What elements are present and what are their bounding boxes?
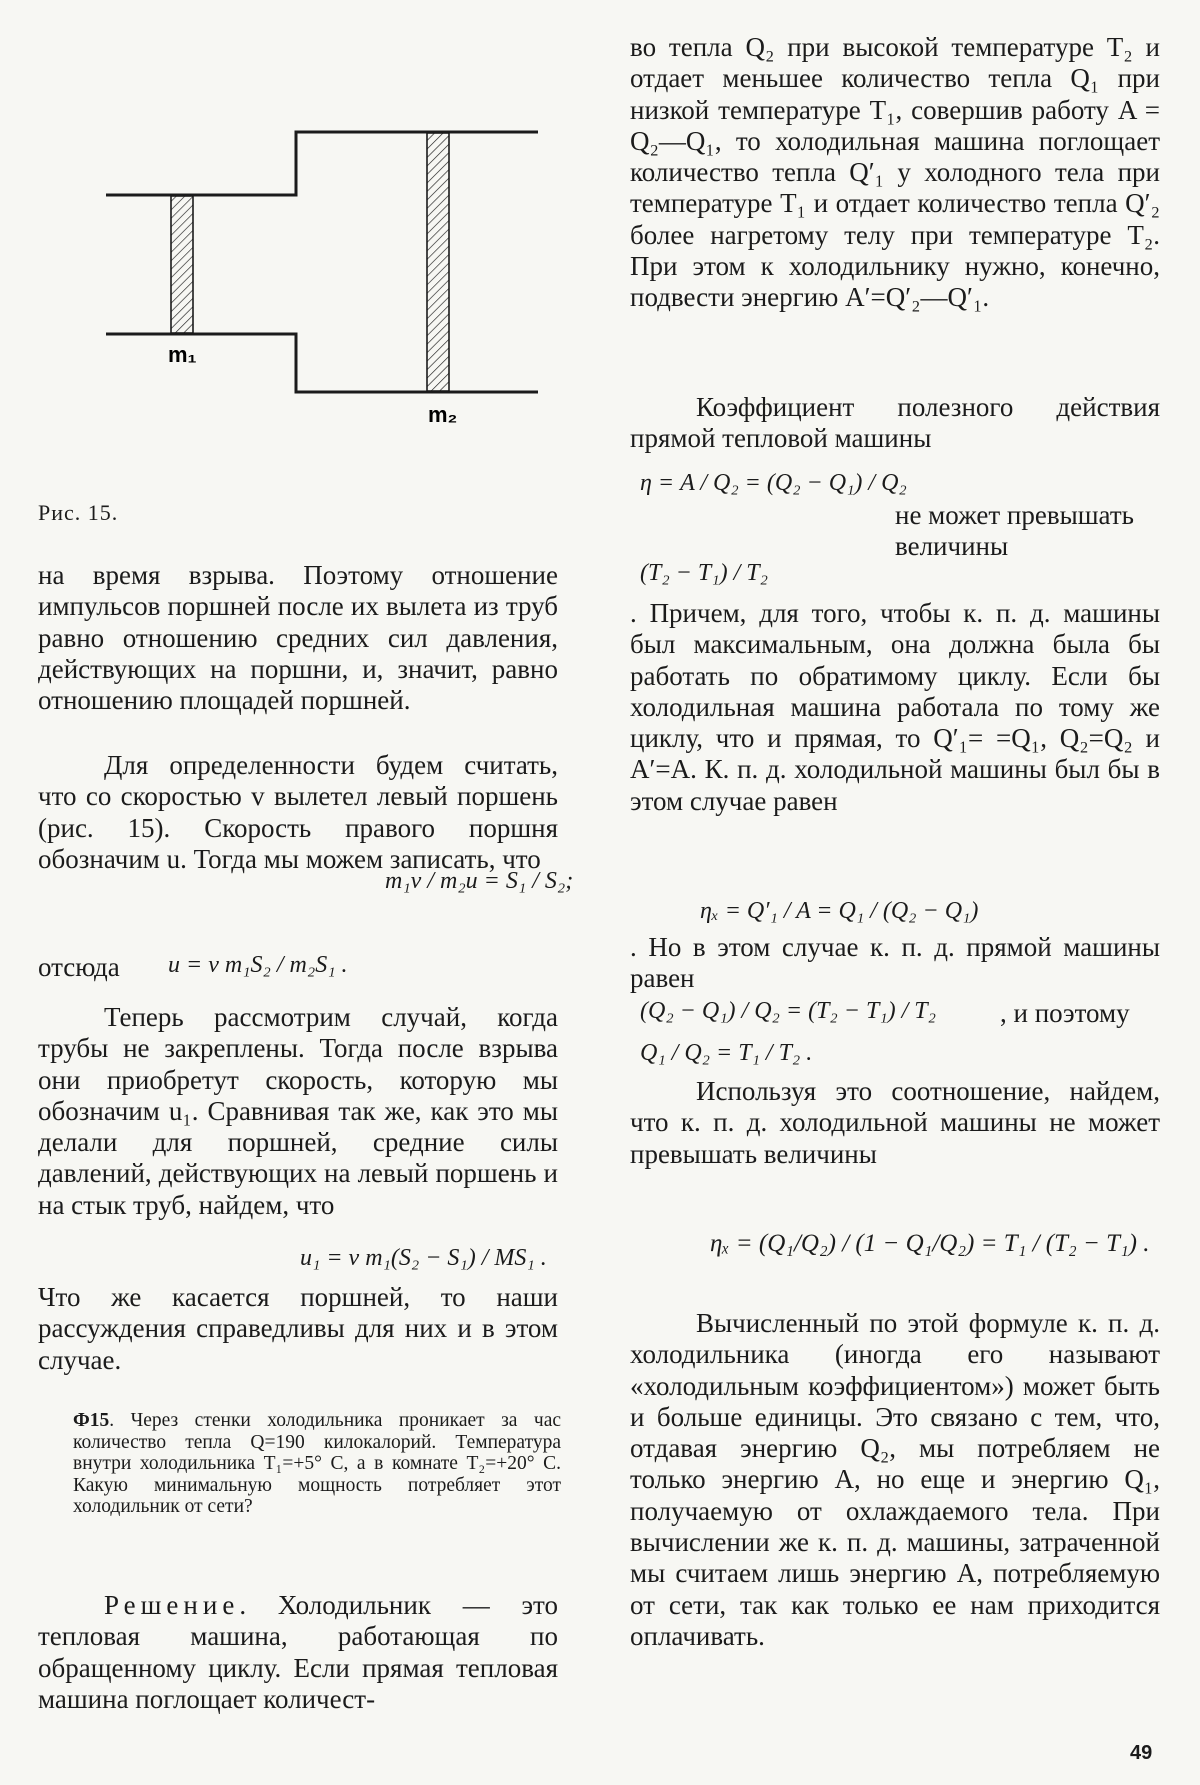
equation-eta-final: ηₓ = (Q₁/Q₂) / (1 − Q₁/Q₂) = T₁ / (T₂ − T₁) . bbox=[710, 1230, 1150, 1257]
otsyuda-label: отсюда bbox=[38, 952, 120, 982]
figure-caption: Рис. 15. bbox=[38, 500, 119, 525]
figure-15-diagram bbox=[38, 20, 564, 490]
solution-paragraph bbox=[38, 1590, 558, 1715]
label-m1: m₁ bbox=[168, 342, 197, 367]
right-text-and-so: , и поэтому bbox=[1000, 998, 1130, 1028]
equation-u1: u₁ = v m₁(S₂ − S₁) / MS₁ . bbox=[300, 1245, 547, 1271]
left-paragraph-1: на время взрыва. Поэтому отношение импульсов поршней после их вылета из труб равно отношению средних сил давления, действующих на поршни, и, значит, равно отношению площадей поршней. bbox=[38, 560, 558, 716]
right-paragraph-3: Вычисленный по этой формуле к. п. д. холодильника (иногда его называют «холодильным коэффициентом») может быть и больше единицы. Это связано с тем, что, отдавая энергию Q₂, мы потребляем не только энергию A, но еще и энергию Q₁, получаемую от охлаждаемого тела. При вычислении же к. п. д. машины, затраченной мы считаем лишь энергию A, потребляемую от сети, так как только ее нам приходится оплачивать. bbox=[630, 1308, 1160, 1651]
piston-m2 bbox=[427, 133, 449, 391]
page-number: 49 bbox=[1130, 1742, 1153, 1764]
equation-t-ratio: (T₂ − T₁) / T₂ bbox=[640, 560, 768, 586]
piston-m1 bbox=[171, 196, 193, 333]
solution-word: Решение bbox=[104, 1590, 240, 1620]
right-paragraph-2f: Используя это соотношение, найдем, что к. п. д. холодильной машины не может превышать величины bbox=[630, 1076, 1160, 1169]
equation-eta: η = A / Q₂ = (Q₂ − Q₁) / Q₂ bbox=[640, 470, 907, 496]
right-paragraph-2a: Коэффициент полезного действия прямой тепловой машины bbox=[630, 392, 1160, 454]
right-text-cannot-exceed: не может превышать величины bbox=[895, 500, 1134, 561]
equation-eta-x: ηₓ = Q′₁ / A = Q₁ / (Q₂ − Q₁) bbox=[700, 898, 979, 924]
equation-u: u = v m₁S₂ / m₂S₁ . bbox=[168, 952, 348, 978]
problem-number: Ф15 bbox=[73, 1410, 110, 1431]
solution-text: . Холодильник — это тепловая машина, работающая по обращенному циклу. Если прямая тепловая машина поглощает количест- bbox=[38, 1590, 558, 1714]
equation-q-t-ratio: Q₁ / Q₂ = T₁ / T₂ . bbox=[640, 1040, 813, 1066]
left-paragraph-4: Что же касается поршней, то наши рассуждения справедливы для них и в этом случае. bbox=[38, 1282, 558, 1375]
problem-f15 bbox=[73, 1410, 561, 1518]
left-paragraph-3: Теперь рассмотрим случай, когда трубы не закреплены. Тогда после взрыва они приобретут скорость, которую мы обозначим u₁. Сравнивая так же, как это мы делали для поршней, средние силы давлений, действующих на левый поршень и на стык труб, найдем, что bbox=[38, 1002, 558, 1220]
right-paragraph-1: во тепла Q₂ при высокой температуре T₂ и отдает меньшее количество тепла Q₁ при низкой температуре T₁, совершив работу A = Q₂—Q₁, то холодильная машина поглощает количество тепла Q′₁ у холодного тела при температуре T₁ и отдает количество тепла Q′₂ более нагретому телу при температуре T₂. При этом к холодильнику нужно, конечно, подвести энергию A′=Q′₂—Q′₁. bbox=[630, 32, 1160, 313]
right-paragraph-2c: . Причем, для того, чтобы к. п. д. машины был максимальным, она должна была бы работать по обратимому циклу. Если бы холодильная машина работала по тому же циклу, что и прямая, то Q′₁= =Q₁, Q₂=Q₂ и A′=A. К. п. д. холодильной машины был бы в этом случае равен bbox=[630, 598, 1160, 816]
problem-text: . Через стенки холодильника проникает за час количество тепла Q=190 килокалорий. Температура внутри холодильника T₁=+5° C, а в комнате T₂=+20° C. Какую минимальную мощность потребляет этот холодильник от сети? bbox=[73, 1410, 561, 1517]
equation-momentum-ratio: m₁v / m₂u = S₁ / S₂; bbox=[385, 868, 574, 894]
label-m2: m₂ bbox=[428, 402, 458, 427]
left-paragraph-2: Для определенности будем считать, что со скоростью v вылетел левый поршень (рис. 15). Скорость правого поршня обозначим u. Тогда мы можем записать, что bbox=[38, 750, 558, 874]
right-paragraph-2d: . Но в этом случае к. п. д. прямой машины равен bbox=[630, 932, 1160, 994]
equation-efficiency: (Q₂ − Q₁) / Q₂ = (T₂ − T₁) / T₂ bbox=[640, 998, 936, 1024]
